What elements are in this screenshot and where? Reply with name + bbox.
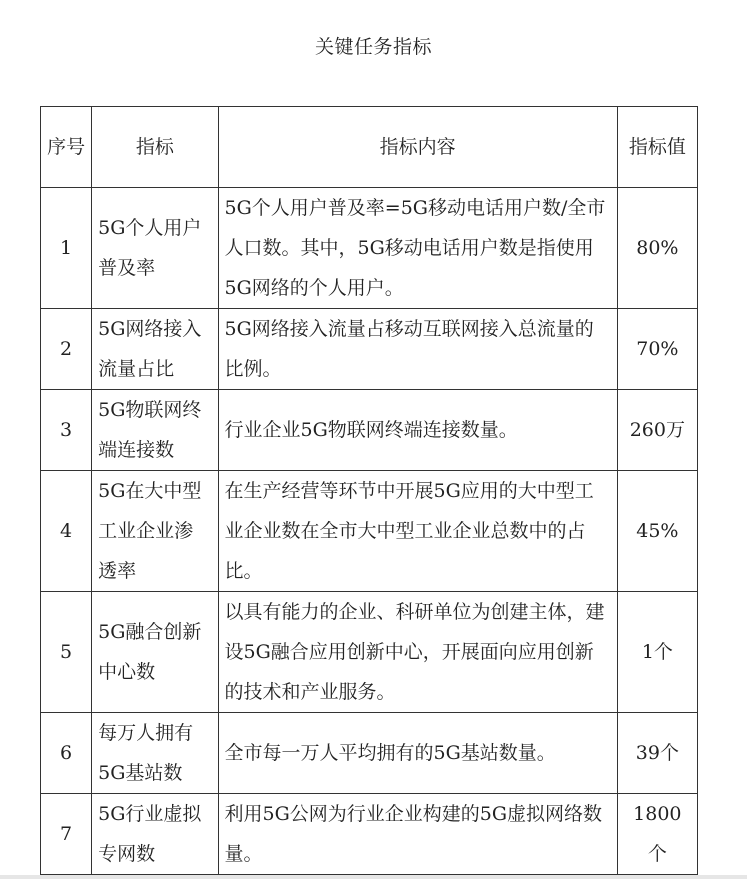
cell-name: 5G个人用户普及率 <box>92 188 218 309</box>
bottom-strip <box>0 875 747 879</box>
kpi-table <box>40 106 698 875</box>
cell-value: 45% <box>617 471 697 592</box>
page-title: 关键任务指标 <box>314 36 432 58</box>
cell-content: 5G网络接入流量占移动互联网接入总流量的比例。 <box>218 309 617 390</box>
cell-name: 5G网络接入流量占比 <box>92 309 218 390</box>
cell-content: 利用5G公网为行业企业构建的5G虚拟网络数量。 <box>218 794 617 875</box>
cell-name: 5G物联网终端连接数 <box>92 390 218 471</box>
cell-value: 70% <box>617 309 697 390</box>
cell-value: 80% <box>617 188 697 309</box>
table-row <box>41 188 698 309</box>
cell-no: 6 <box>41 713 92 794</box>
table-row <box>41 390 698 471</box>
cell-content: 以具有能力的企业、科研单位为创建主体，建设5G融合应用创新中心，开展面向应用创新的技术和产业服务。 <box>218 592 617 713</box>
table-row <box>41 592 698 713</box>
cell-value: 39个 <box>617 713 697 794</box>
cell-content: 全市每一万人平均拥有的5G基站数量。 <box>218 713 617 794</box>
header-content: 指标内容 <box>218 107 617 188</box>
table-row <box>41 713 698 794</box>
cell-name: 5G在大中型工业企业渗透率 <box>92 471 218 592</box>
cell-no: 4 <box>41 471 92 592</box>
table-header-row <box>41 107 698 188</box>
cell-no: 3 <box>41 390 92 471</box>
header-no: 序号 <box>41 107 92 188</box>
cell-no: 1 <box>41 188 92 309</box>
table-row <box>41 794 698 875</box>
cell-value: 1800个 <box>617 794 697 875</box>
cell-value: 260万 <box>617 390 697 471</box>
cell-name: 5G融合创新中心数 <box>92 592 218 713</box>
cell-content: 在生产经营等环节中开展5G应用的大中型工业企业数在全市大中型工业企业总数中的占比。 <box>218 471 617 592</box>
table-row <box>41 309 698 390</box>
header-name: 指标 <box>92 107 218 188</box>
cell-value: 1个 <box>617 592 697 713</box>
cell-no: 5 <box>41 592 92 713</box>
cell-name: 5G行业虚拟专网数 <box>92 794 218 875</box>
cell-no: 2 <box>41 309 92 390</box>
cell-name: 每万人拥有5G基站数 <box>92 713 218 794</box>
cell-no: 7 <box>41 794 92 875</box>
cell-content: 行业企业5G物联网终端连接数量。 <box>218 390 617 471</box>
table-row <box>41 471 698 592</box>
header-value: 指标值 <box>617 107 697 188</box>
cell-content: 5G个人用户普及率=5G移动电话用户数/全市人口数。其中，5G移动电话用户数是指使用5G网络的个人用户。 <box>218 188 617 309</box>
